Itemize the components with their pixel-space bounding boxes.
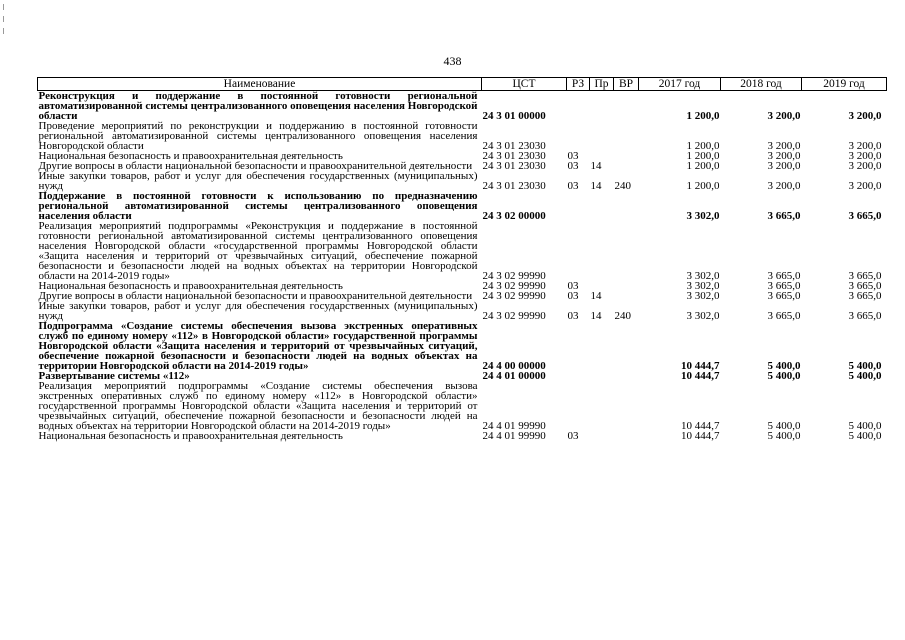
row-vr (614, 161, 639, 171)
row-vr (614, 431, 639, 441)
row-2018: 5 400,0 (767, 370, 801, 382)
header-2019: 2019 год (802, 78, 887, 91)
row-name: Реконструкция и поддержание в постоянной готовности региональной автоматизированной системы централизованного оповещения населения Новгородской области (38, 90, 478, 122)
row-2018: 3 665,0 (767, 210, 801, 222)
header-pr: Пр (590, 78, 614, 91)
row-name: Национальная безопасность и правоохранительная деятельность (38, 280, 343, 292)
table-row (38, 431, 887, 441)
page-number: 438 (443, 54, 462, 68)
row-vr: 240 (614, 310, 631, 322)
table-row (38, 121, 887, 151)
header-rz: РЗ (567, 78, 590, 91)
row-pr (590, 321, 614, 371)
table-row (38, 381, 887, 431)
row-2019: 5 400,0 (848, 420, 882, 432)
row-rz: 03 (567, 150, 579, 162)
row-2018: 5 400,0 (767, 430, 801, 442)
row-rz (567, 321, 590, 371)
row-rz (567, 221, 590, 281)
table-row (38, 171, 887, 191)
row-name: Национальная безопасность и правоохранительная деятельность (38, 430, 343, 442)
row-cst: 24 3 01 00000 (482, 110, 546, 122)
row-vr (614, 321, 639, 371)
row-2017: 1 200,0 (686, 150, 720, 162)
row-2018: 3 200,0 (767, 110, 801, 122)
row-rz: 03 (567, 280, 579, 292)
row-2017: 3 302,0 (686, 310, 720, 322)
row-rz (567, 381, 590, 431)
table-row (38, 321, 887, 371)
row-2017: 10 444,7 (681, 420, 720, 432)
row-rz (567, 191, 590, 221)
row-2019: 3 665,0 (848, 310, 882, 322)
header-2018: 2018 год (721, 78, 802, 91)
row-rz (567, 121, 590, 151)
row-pr: 14 (590, 290, 602, 302)
row-vr (614, 371, 639, 381)
row-name: Другие вопросы в области национальной безопасности и правоохранительной деятельности (38, 160, 473, 172)
row-pr: 14 (590, 310, 602, 322)
row-cst: 24 4 00 00000 (482, 360, 546, 372)
row-2018: 3 200,0 (767, 140, 801, 152)
row-vr (614, 121, 639, 151)
row-cst: 24 3 02 00000 (482, 210, 546, 222)
row-name: Национальная безопасность и правоохранительная деятельность (38, 150, 343, 162)
row-pr (590, 121, 614, 151)
row-2018: 5 400,0 (767, 420, 801, 432)
row-cst: 24 3 01 23030 (482, 160, 546, 172)
header-vr: ВР (614, 78, 639, 91)
row-name: Иные закупки товаров, работ и услуг для обеспечения государственных (муниципальных) нужд (38, 170, 478, 192)
row-2019: 3 665,0 (848, 280, 882, 292)
row-2018: 3 665,0 (767, 290, 801, 302)
row-pr (590, 221, 614, 281)
row-pr (590, 371, 614, 381)
row-2018: 3 665,0 (767, 280, 801, 292)
row-vr (614, 151, 639, 161)
row-cst: 24 3 02 99990 (482, 310, 546, 322)
row-rz: 03 (567, 180, 579, 192)
row-cst: 24 3 02 99990 (482, 270, 546, 282)
row-2019: 3 200,0 (848, 160, 882, 172)
row-2019: 3 665,0 (848, 290, 882, 302)
row-name: Реализация мероприятий подпрограммы «Реконструкция и поддержание в постоянной готовности региональной автоматизированной системы централизованного оповещения населения Новгородской области «государственной программы Новгородской области «Защита населения и территорий от чрезвычайных ситуаций, обеспечение пожарной безопасности и безопасности людей на водных объектах на территории Новгородской области на 2014-2019 годы» (38, 220, 478, 282)
row-2018: 3 665,0 (767, 310, 801, 322)
row-rz: 03 (567, 310, 579, 322)
row-pr (590, 431, 614, 441)
row-vr (614, 281, 639, 291)
row-vr (614, 381, 639, 431)
row-vr (614, 291, 639, 301)
table-body (38, 91, 887, 442)
row-pr (590, 191, 614, 221)
row-rz (567, 371, 590, 381)
row-name: Реализация мероприятий подпрограммы «Создание системы обеспечения вызова экстренных оперативных служб по единому номеру «112» в Новгородской области» государственной программы Новгородской области «Защита населения и территорий от чрезвычайных ситуаций, обеспечение пожарной безопасности и безопасности людей на водных объектах на территории Новгородской области на 2014-2019 годы» (38, 380, 478, 432)
row-name: Другие вопросы в области национальной безопасности и правоохранительной деятельности (38, 290, 473, 302)
row-pr: 14 (590, 180, 602, 192)
row-vr: 240 (614, 180, 631, 192)
row-name: Поддержание в постоянной готовности к использованию по предназначению региональной автоматизированной системы централизованного оповещения населения области (38, 190, 478, 222)
row-2019: 5 400,0 (848, 360, 882, 372)
row-2019: 5 400,0 (848, 430, 882, 442)
row-2019: 3 200,0 (848, 150, 882, 162)
row-cst: 24 4 01 00000 (482, 370, 546, 382)
row-rz: 03 (567, 290, 579, 302)
row-name: Развертывание системы «112» (38, 370, 190, 382)
row-rz: 03 (567, 430, 579, 442)
row-vr (614, 221, 639, 281)
table-row (38, 191, 887, 221)
row-2019: 3 200,0 (848, 180, 882, 192)
row-pr: 14 (590, 160, 602, 172)
row-2018: 3 200,0 (767, 150, 801, 162)
row-2018: 5 400,0 (767, 360, 801, 372)
row-2017: 1 200,0 (686, 110, 720, 122)
header-2017: 2017 год (639, 78, 721, 91)
row-2019: 3 665,0 (848, 210, 882, 222)
row-name: Проведение мероприятий по реконструкции и поддержанию в постоянной готовности региональной автоматизированной системы централизованного оповещения населения Новгородской области (38, 120, 478, 152)
row-rz: 03 (567, 160, 579, 172)
header-cst: ЦСТ (482, 78, 567, 91)
row-2017: 10 444,7 (681, 360, 720, 372)
row-2017: 3 302,0 (686, 210, 720, 222)
row-vr (614, 191, 639, 221)
row-2017: 3 302,0 (686, 270, 720, 282)
row-2019: 3 665,0 (848, 270, 882, 282)
row-2018: 3 665,0 (767, 270, 801, 282)
budget-table (37, 77, 887, 441)
row-name: Иные закупки товаров, работ и услуг для обеспечения государственных (муниципальных) нужд (38, 300, 478, 322)
row-2018: 3 200,0 (767, 180, 801, 192)
row-cst: 24 4 01 99990 (482, 420, 546, 432)
table-row (38, 221, 887, 281)
row-rz (567, 91, 590, 122)
row-2017: 3 302,0 (686, 280, 720, 292)
left-margin-marks (2, 0, 5, 45)
row-2019: 5 400,0 (848, 370, 882, 382)
row-cst: 24 4 01 99990 (482, 430, 546, 442)
row-cst: 24 3 02 99990 (482, 280, 546, 292)
row-cst: 24 3 02 99990 (482, 290, 546, 302)
row-2017: 1 200,0 (686, 180, 720, 192)
row-2017: 1 200,0 (686, 160, 720, 172)
row-vr (614, 91, 639, 122)
row-cst: 24 3 01 23030 (482, 180, 546, 192)
row-pr (590, 381, 614, 431)
row-2017: 10 444,7 (681, 430, 720, 442)
row-2018: 3 200,0 (767, 160, 801, 172)
row-2019: 3 200,0 (848, 110, 882, 122)
table-header-row (38, 78, 887, 91)
row-2017: 10 444,7 (681, 370, 720, 382)
header-name: Наименование (38, 78, 482, 91)
row-cst: 24 3 01 23030 (482, 150, 546, 162)
row-2017: 1 200,0 (686, 140, 720, 152)
row-2019: 3 200,0 (848, 140, 882, 152)
table-row (38, 91, 887, 122)
row-cst: 24 3 01 23030 (482, 140, 546, 152)
row-pr (590, 91, 614, 122)
row-2017: 3 302,0 (686, 290, 720, 302)
row-name: Подпрограмма «Создание системы обеспечения вызова экстренных оперативных служб по единому номеру «112» в Новгородской области» государственной программы Новгородской области «Защита населения и территорий от чрезвычайных ситуаций, обеспечение пожарной безопасности и безопасности людей на водных объектах на территории Новгородской области на 2014-2019 годы» (38, 320, 478, 372)
table-row (38, 301, 887, 321)
